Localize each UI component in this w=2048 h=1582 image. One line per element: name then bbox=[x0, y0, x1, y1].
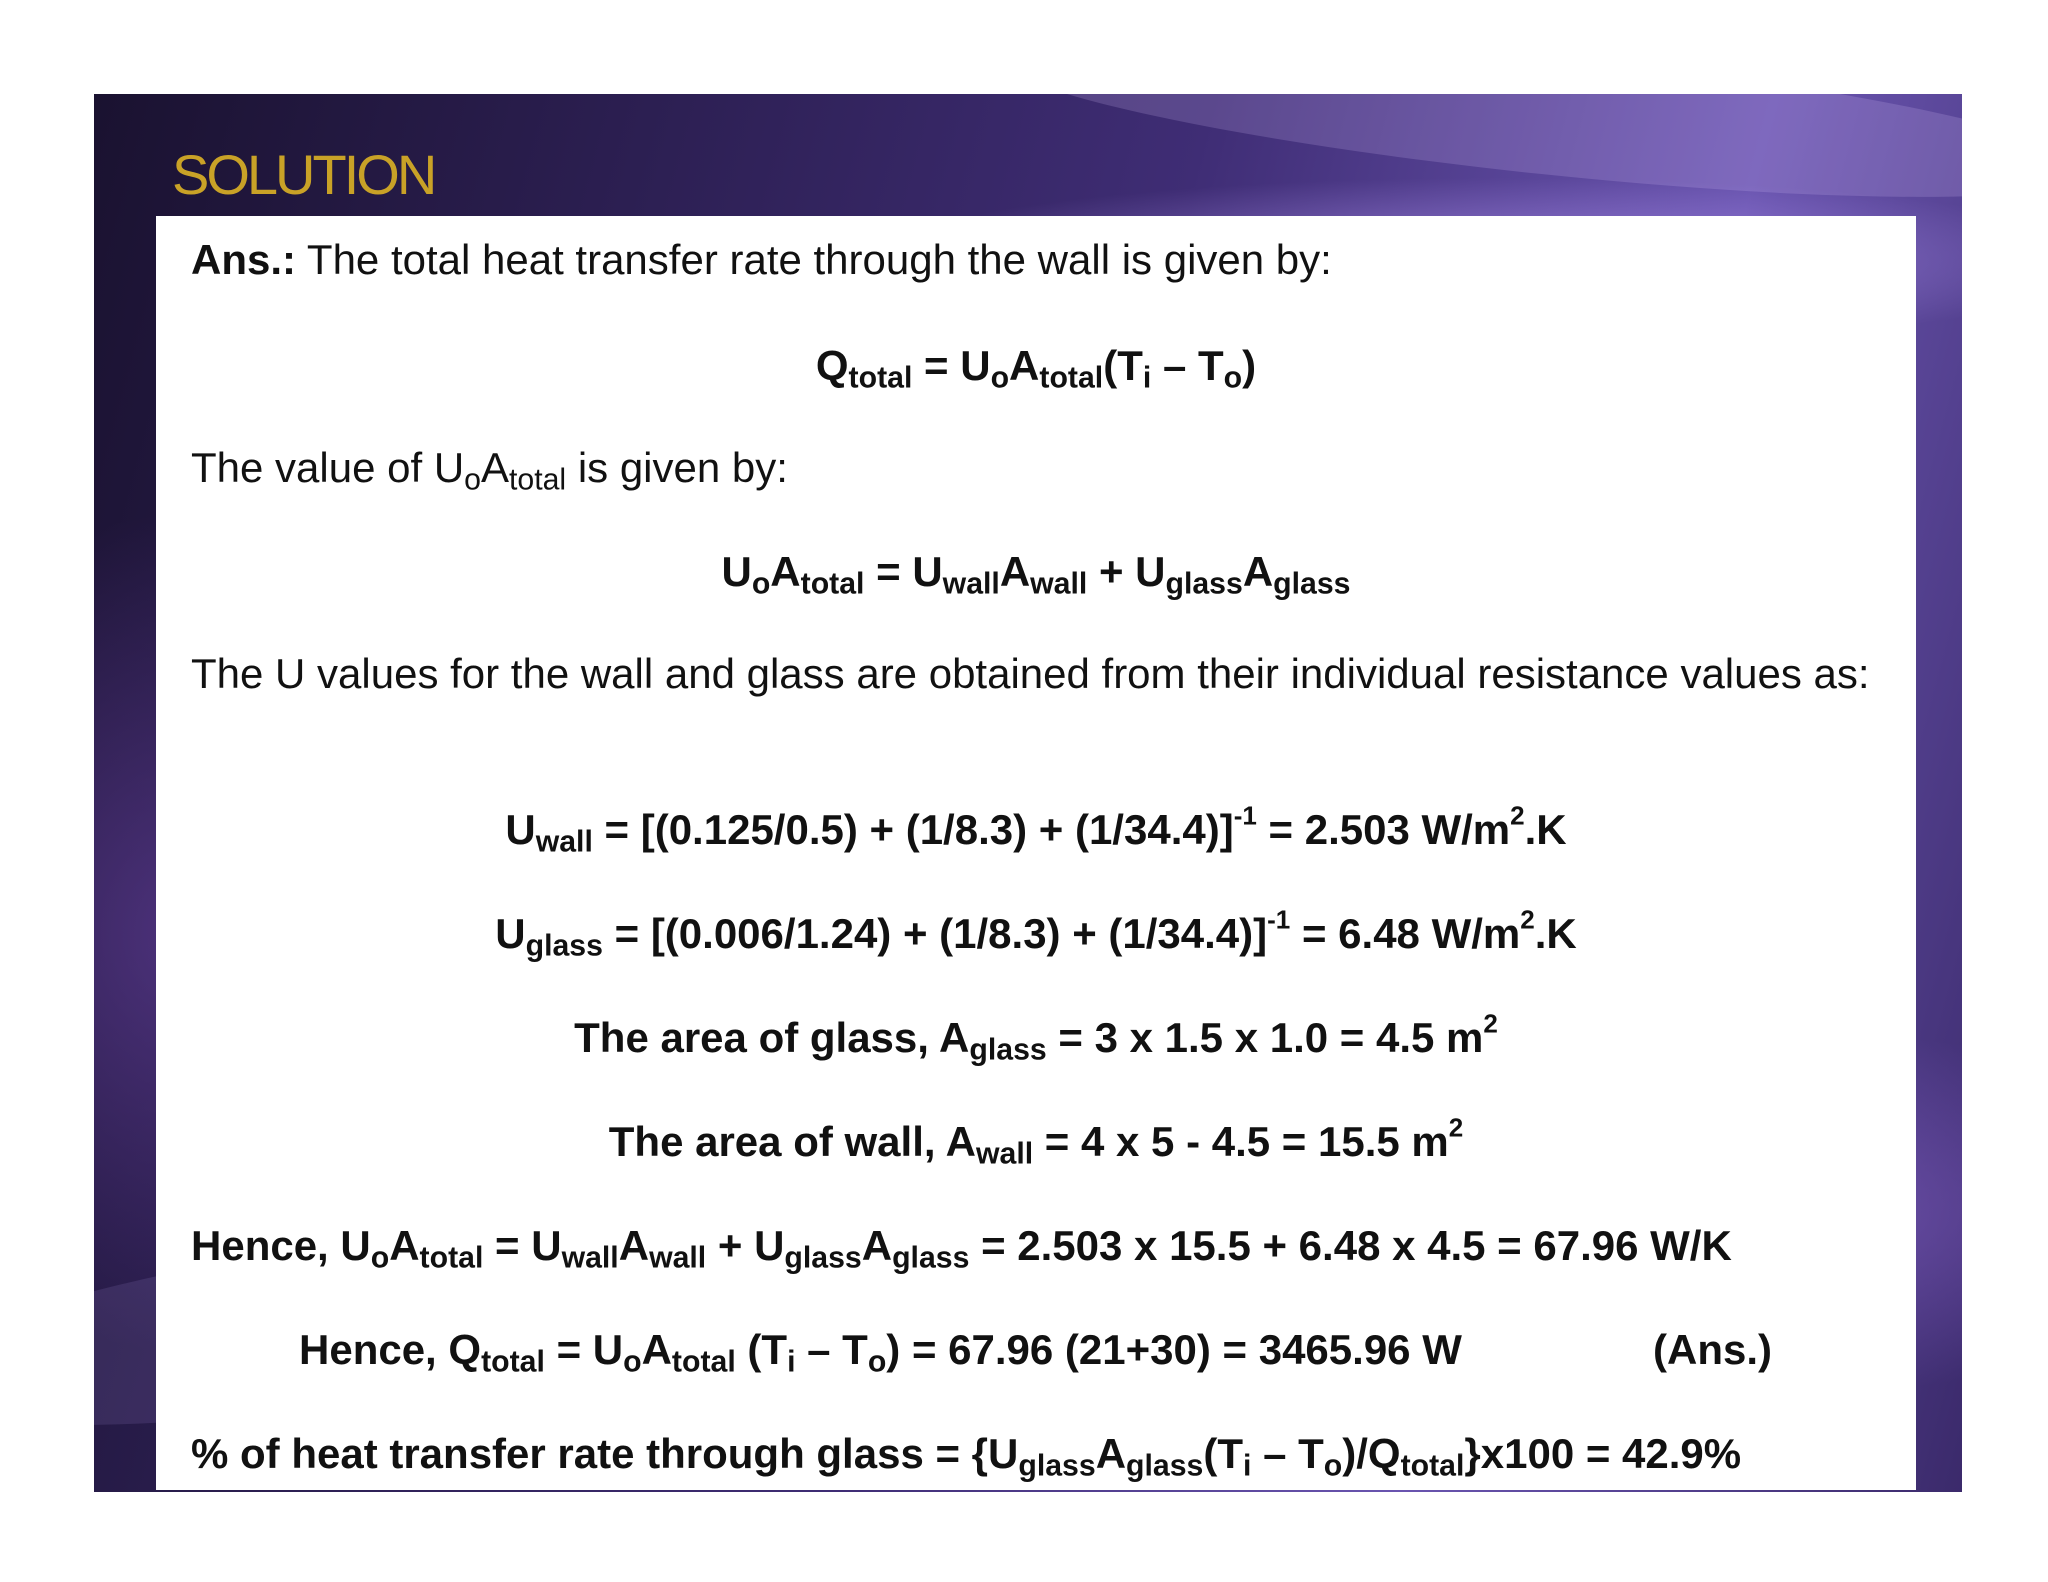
eq-result: = 2.503 x 15.5 + 6.48 x 4.5 = 67.96 W/K bbox=[969, 1222, 1732, 1269]
eq-symbol: = U bbox=[483, 1222, 562, 1269]
eq-subscript: i bbox=[787, 1345, 796, 1379]
eq-symbol: A bbox=[999, 548, 1031, 595]
eq-result: }x100 = 42.9% bbox=[1464, 1430, 1742, 1477]
text-subscript: total bbox=[509, 463, 567, 497]
equation-u-wall bbox=[156, 800, 1916, 859]
eq-subscript: glass bbox=[784, 1241, 862, 1275]
eq-expression: = 4 x 5 - 4.5 = 15.5 m bbox=[1033, 1118, 1449, 1165]
eq-subscript: total bbox=[481, 1345, 545, 1379]
eq-symbol: U bbox=[721, 548, 752, 595]
slide-title: SOLUTION bbox=[172, 143, 435, 206]
eq-subscript: glass bbox=[1165, 567, 1243, 601]
eq-subscript: glass bbox=[1126, 1449, 1204, 1483]
eq-subscript: total bbox=[419, 1241, 484, 1275]
eq-symbol: – T bbox=[1251, 1430, 1324, 1477]
eq-symbol: U bbox=[505, 806, 536, 853]
eq-text: The area of wall, A bbox=[608, 1118, 976, 1165]
eq-subscript: wall bbox=[942, 567, 1000, 601]
eq-subscript: i bbox=[1243, 1449, 1252, 1483]
eq-symbol: + U bbox=[706, 1222, 785, 1269]
eq-symbol: A bbox=[861, 1222, 893, 1269]
eq-result: = 6.48 W/m bbox=[1290, 910, 1521, 957]
eq-superscript: 2 bbox=[1483, 1008, 1498, 1039]
eq-text: % of heat transfer rate through glass = {U bbox=[191, 1430, 1019, 1477]
eq-symbol: (T bbox=[735, 1326, 788, 1373]
equation-hence-q bbox=[299, 1324, 1462, 1379]
background-swoosh bbox=[991, 94, 1962, 231]
eq-symbol: A bbox=[770, 548, 801, 595]
equation-percent-glass bbox=[191, 1428, 1742, 1483]
eq-subscript: wall bbox=[649, 1241, 707, 1275]
eq-symbol: )/Q bbox=[1342, 1430, 1401, 1477]
u-values-paragraph: The U values for the wall and glass are obtained from their individual resistance values as: bbox=[191, 650, 1870, 697]
eq-symbol: – T bbox=[1151, 342, 1224, 389]
equation-area-glass bbox=[156, 1008, 1916, 1067]
eq-unit: .K bbox=[1524, 806, 1567, 853]
eq-subscript: wall bbox=[1030, 567, 1088, 601]
eq-symbol: Q bbox=[815, 342, 849, 389]
eq-symbol: A bbox=[1095, 1430, 1127, 1477]
eq-symbol: = U bbox=[864, 548, 943, 595]
eq-subscript: glass bbox=[892, 1241, 970, 1275]
eq-subscript: glass bbox=[525, 929, 603, 963]
eq-symbol: (T bbox=[1103, 342, 1143, 389]
eq-symbol: A bbox=[389, 1222, 420, 1269]
eq-text: The area of glass, A bbox=[574, 1014, 970, 1061]
eq-subscript: glass bbox=[1018, 1449, 1096, 1483]
eq-symbol: – T bbox=[795, 1326, 868, 1373]
eq-result: ) = 67.96 (21+30) = 3465.96 W bbox=[886, 1326, 1462, 1373]
equation-hence-uoa bbox=[191, 1220, 1732, 1275]
eq-subscript: total bbox=[671, 1345, 736, 1379]
eq-expression: = 3 x 1.5 x 1.0 = 4.5 m bbox=[1046, 1014, 1484, 1061]
eq-subscript: o bbox=[370, 1241, 390, 1275]
text-run: The value of U bbox=[191, 444, 465, 491]
eq-symbol: A bbox=[1009, 342, 1040, 389]
eq-expression: = [(0.006/1.24) + (1/8.3) + (1/34.4)] bbox=[602, 910, 1268, 957]
eq-expression: = [(0.125/0.5) + (1/8.3) + (1/34.4)] bbox=[592, 806, 1234, 853]
eq-superscript: 2 bbox=[1520, 904, 1535, 935]
eq-subscript: wall bbox=[561, 1241, 619, 1275]
eq-subscript: o bbox=[867, 1345, 887, 1379]
eq-symbol: + U bbox=[1087, 548, 1166, 595]
answer-label: Ans.: bbox=[191, 236, 296, 283]
eq-subscript: o bbox=[623, 1345, 642, 1379]
eq-symbol: ) bbox=[1242, 342, 1257, 389]
slide-background bbox=[94, 94, 1962, 1492]
text-subscript: o bbox=[464, 463, 481, 497]
eq-superscript: 2 bbox=[1510, 800, 1525, 831]
eq-subscript: glass bbox=[1273, 567, 1351, 601]
value-text-line bbox=[191, 442, 788, 497]
solution-panel bbox=[156, 216, 1916, 1490]
eq-subscript: o bbox=[1323, 1449, 1343, 1483]
eq-subscript: o bbox=[990, 361, 1010, 395]
eq-superscript: -1 bbox=[1267, 904, 1291, 935]
eq-subscript: wall bbox=[535, 825, 593, 859]
eq-symbol: A bbox=[641, 1326, 672, 1373]
text-run: A bbox=[480, 444, 509, 491]
text-run: is given by: bbox=[566, 444, 788, 491]
answer-tag: (Ans.) bbox=[1653, 1326, 1772, 1373]
equation-q-total bbox=[156, 340, 1916, 395]
eq-subscript: o bbox=[751, 567, 771, 601]
eq-text: Hence, U bbox=[191, 1222, 371, 1269]
eq-subscript: i bbox=[1142, 361, 1152, 395]
eq-symbol: = U bbox=[912, 342, 991, 389]
eq-result: = 2.503 W/m bbox=[1256, 806, 1511, 853]
eq-symbol: U bbox=[495, 910, 526, 957]
equation-area-wall bbox=[156, 1112, 1916, 1171]
eq-symbol: A bbox=[1242, 548, 1274, 595]
eq-subscript: total bbox=[1400, 1449, 1465, 1483]
eq-subscript: wall bbox=[975, 1137, 1034, 1171]
intro-text: The total heat transfer rate through the wall is given by: bbox=[296, 236, 1332, 283]
equation-uo-atotal bbox=[156, 546, 1916, 601]
eq-unit: .K bbox=[1534, 910, 1577, 957]
eq-subscript: glass bbox=[969, 1033, 1047, 1067]
intro-line bbox=[191, 234, 1332, 286]
eq-symbol: (T bbox=[1203, 1430, 1244, 1477]
eq-symbol: = U bbox=[544, 1326, 624, 1373]
eq-text: Hence, Q bbox=[299, 1326, 482, 1373]
eq-subscript: total bbox=[1039, 361, 1104, 395]
eq-subscript: total bbox=[800, 567, 865, 601]
eq-subscript: o bbox=[1223, 361, 1243, 395]
eq-symbol: A bbox=[618, 1222, 650, 1269]
equation-u-glass bbox=[156, 904, 1916, 963]
eq-superscript: -1 bbox=[1233, 800, 1257, 831]
eq-superscript: 2 bbox=[1448, 1112, 1464, 1143]
eq-subscript: total bbox=[848, 361, 913, 395]
